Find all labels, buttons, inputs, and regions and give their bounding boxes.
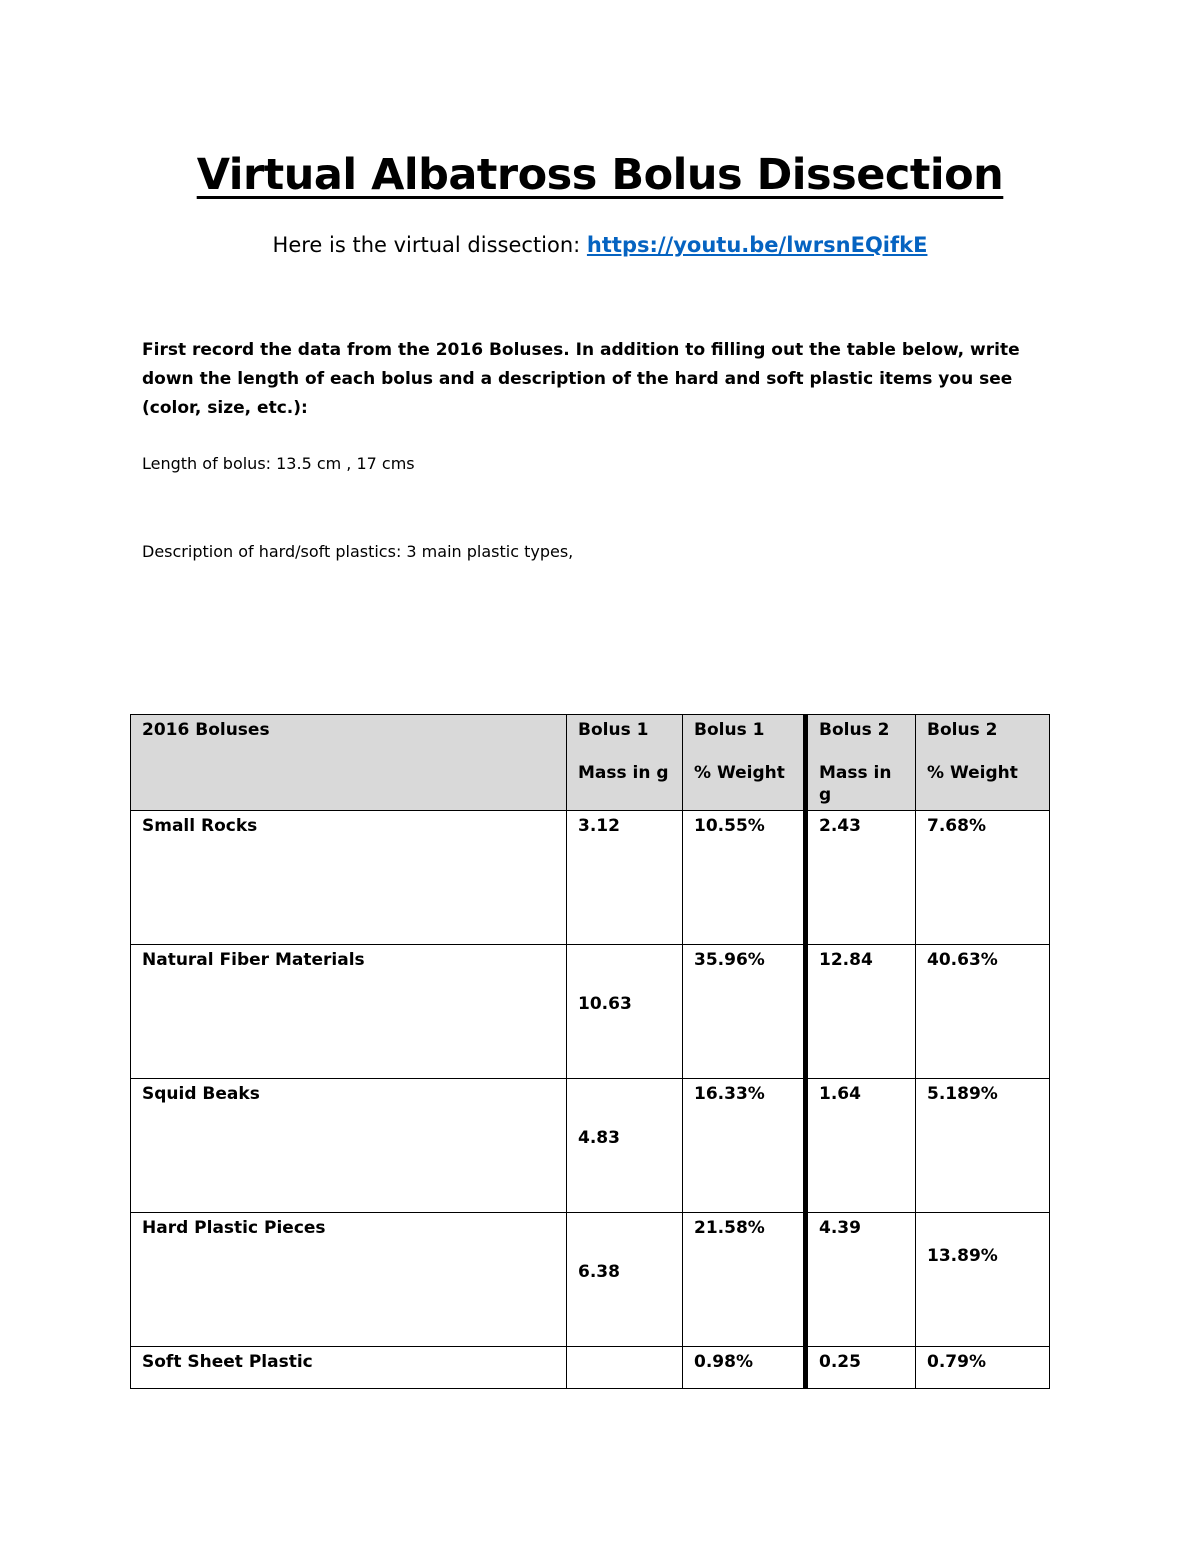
table-row xyxy=(131,1347,1050,1389)
header-label: Bolus 1 xyxy=(694,720,765,740)
row-label: Small Rocks xyxy=(131,811,567,945)
page-title: Virtual Albatross Bolus Dissection xyxy=(196,150,1004,200)
bolus1-mass-cell xyxy=(567,1079,683,1213)
bolus2-mass-cell: 1.64 xyxy=(806,1079,916,1213)
bolus2-pct-cell xyxy=(916,1213,1050,1347)
header-cell-bolus2-pct xyxy=(916,715,1050,811)
bolus2-mass-cell: 0.25 xyxy=(806,1347,916,1389)
table-row xyxy=(131,945,1050,1079)
bolus1-pct-cell: 35.96% xyxy=(683,945,806,1079)
row-label: Hard Plastic Pieces xyxy=(131,1213,567,1347)
instructions: First record the data from the 2016 Boluses. In addition to filling out the table below, write down the length of each bolus and a description of the hard and soft plastic items you see (color, size, etc.): xyxy=(142,340,1020,418)
subtitle xyxy=(0,233,1200,257)
bolus1-pct-cell: 10.55% xyxy=(683,811,806,945)
bolus2-mass-cell: 4.39 xyxy=(806,1213,916,1347)
bolus2-mass-cell: 2.43 xyxy=(806,811,916,945)
header-cell-bolus1-mass xyxy=(567,715,683,811)
header-cell-bolus1-pct xyxy=(683,715,806,811)
bolus2-pct-cell: 7.68% xyxy=(916,811,1050,945)
header-sublabel: Mass in g xyxy=(819,763,892,805)
header-sublabel: % Weight xyxy=(927,763,1018,783)
table-row xyxy=(131,1213,1050,1347)
row-label: Soft Sheet Plastic xyxy=(131,1347,567,1389)
table-row xyxy=(131,811,1050,945)
bolus2-pct-cell: 5.189% xyxy=(916,1079,1050,1213)
bolus1-mass-cell xyxy=(567,945,683,1079)
bolus-length-field: Length of bolus: 13.5 cm , 17 cms xyxy=(142,454,415,473)
bolus1-mass-value: 4.83 xyxy=(578,1128,620,1148)
header-label: 2016 Boluses xyxy=(142,720,270,740)
subtitle-prefix: Here is the virtual dissection: xyxy=(272,233,587,257)
bolus1-mass-cell xyxy=(567,1347,683,1389)
row-label: Squid Beaks xyxy=(131,1079,567,1213)
header-label: Bolus 2 xyxy=(819,720,890,740)
bolus1-mass-value: 10.63 xyxy=(578,994,632,1014)
table-header-row xyxy=(131,715,1050,811)
bolus1-pct-cell: 21.58% xyxy=(683,1213,806,1347)
row-label: Natural Fiber Materials xyxy=(131,945,567,1079)
bolus2-pct-cell: 0.79% xyxy=(916,1347,1050,1389)
header-label: Bolus 1 xyxy=(578,720,649,740)
bolus1-mass-cell: 3.12 xyxy=(567,811,683,945)
bolus1-pct-cell: 0.98% xyxy=(683,1347,806,1389)
plastics-description-field: Description of hard/soft plastics: 3 main plastic types, xyxy=(142,542,574,561)
table-row xyxy=(131,1079,1050,1213)
video-link[interactable]: https://youtu.be/lwrsnEQifkE xyxy=(586,233,928,257)
header-sublabel: % Weight xyxy=(694,763,785,783)
bolus1-mass-value: 6.38 xyxy=(578,1262,620,1282)
bolus2-pct-cell: 40.63% xyxy=(916,945,1050,1079)
header-sublabel: Mass in g xyxy=(578,763,669,783)
bolus-data-table xyxy=(130,714,1050,1389)
bolus2-pct-value: 13.89% xyxy=(927,1246,998,1266)
bolus2-mass-cell: 12.84 xyxy=(806,945,916,1079)
header-cell-category xyxy=(131,715,567,811)
header-cell-bolus2-mass xyxy=(806,715,916,811)
bolus1-pct-cell: 16.33% xyxy=(683,1079,806,1213)
header-label: Bolus 2 xyxy=(927,720,998,740)
bolus1-mass-cell xyxy=(567,1213,683,1347)
